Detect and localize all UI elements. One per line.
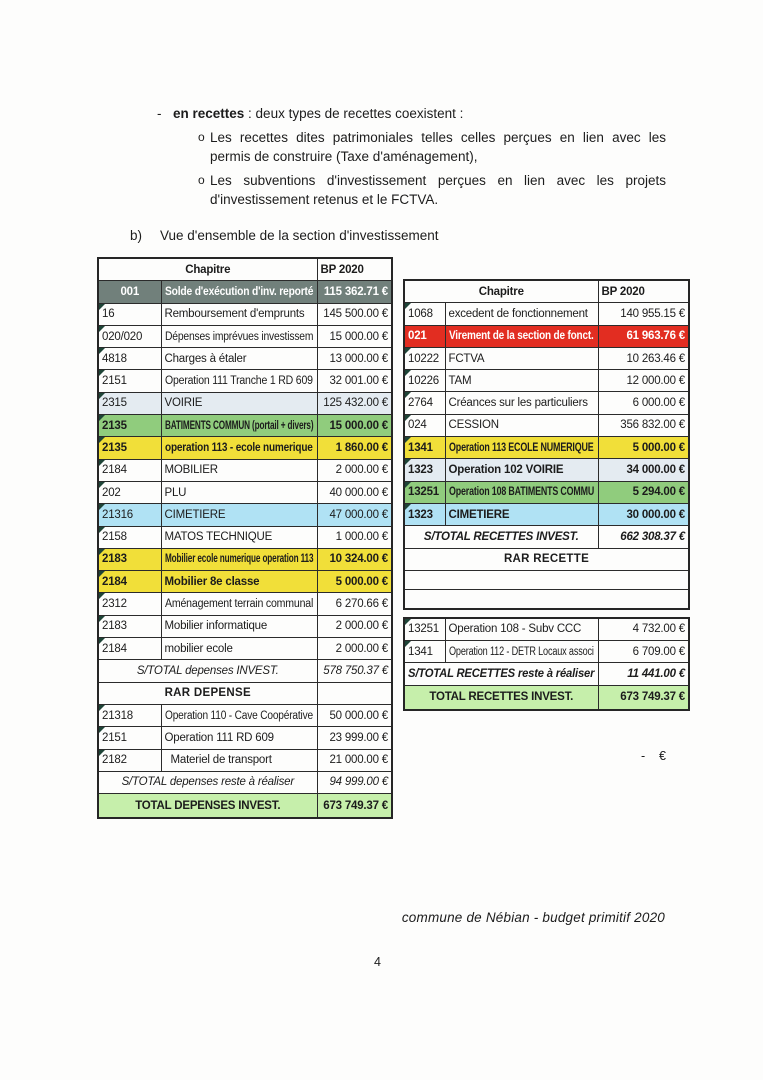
table-row: [404, 303, 689, 325]
chapitre-code: [98, 481, 161, 503]
chapitre-code: [98, 571, 161, 593]
table-row: [404, 503, 689, 525]
chapitre-code: [404, 618, 445, 641]
chapitre-code-text: 21316: [102, 508, 133, 521]
chapitre-code-text: 2183: [102, 620, 127, 633]
row-label-text: BATIMENTS COMMUN (portail + divers): [164, 419, 313, 432]
bp-value-text: 1 860.00 €: [335, 442, 388, 454]
row-label: [161, 281, 317, 303]
chapitre-code-text: 2184: [102, 642, 127, 655]
bp-value-text: 125 432.00 €: [323, 397, 388, 410]
subtotal-value: [598, 663, 689, 685]
total-value-text: 673 749.37 €: [323, 799, 388, 812]
total-value: [317, 794, 392, 819]
chapitre-code-text: 2151: [102, 375, 127, 388]
row-label-text: Operation 111 Tranche 1 RD 609: [164, 375, 313, 388]
bp-value: [598, 437, 689, 459]
bp-value: [598, 618, 689, 641]
subtotal-value-text: 662 308.37 €: [620, 530, 685, 543]
total-label: [98, 794, 317, 819]
row-label: [161, 303, 317, 325]
table-row: [404, 459, 689, 481]
row-label-text: mobilier ecole: [164, 642, 233, 655]
bp-value: [317, 749, 392, 771]
bp-value-text: 15 000.00 €: [329, 419, 388, 432]
empty-row-cell: [404, 589, 689, 609]
row-label: [161, 727, 317, 749]
chapitre-code: [98, 370, 161, 392]
row-label-text: Mobilier 8e classe: [164, 575, 260, 588]
bp-value-text: 61 963.76 €: [626, 330, 685, 343]
table-row: [404, 685, 689, 710]
row-label: [161, 370, 317, 392]
table-row: [98, 660, 392, 682]
chapitre-code-text: 21318: [102, 709, 133, 722]
bp-value: [317, 370, 392, 392]
lead-bold-text: en recettes: [173, 106, 245, 121]
bp-value: [598, 392, 689, 414]
bp-value: [598, 414, 689, 436]
chapitre-code-text: 2135: [102, 442, 127, 454]
lead-line: [157, 104, 675, 123]
bp-value-text: 30 000.00 €: [626, 508, 685, 521]
chapitre-code: [404, 414, 445, 436]
chapitre-code-text: 1323: [408, 508, 433, 521]
bp-value: [317, 704, 392, 726]
chapitre-code-text: 2151: [102, 731, 127, 744]
table-row: [98, 526, 392, 548]
row-label-text: Operation 108 BATIMENTS COMMU: [448, 486, 594, 499]
bp-value-text: 50 000.00 €: [329, 709, 388, 722]
chapitre-code-text: 2184: [102, 464, 127, 477]
subtotal-value-text: 11 441.00 €: [627, 668, 685, 681]
chapitre-code: [98, 415, 161, 437]
subtotal-value: [598, 526, 689, 548]
row-label-text: CIMETIERE: [448, 508, 510, 521]
table-row: [98, 504, 392, 526]
row-label-text: Virement de la section de fonct.: [448, 330, 594, 343]
chapitre-code-text: 1341: [408, 441, 433, 454]
section-row-label-text: RAR RECETTE: [503, 553, 590, 566]
bp-value-text: 23 999.00 €: [329, 731, 388, 744]
row-label-text: Mobilier informatique: [164, 620, 268, 633]
table-row: [98, 303, 392, 325]
table-row: [98, 704, 392, 726]
chapitre-code: [404, 503, 445, 525]
total-label: [404, 685, 598, 710]
row-label: [445, 503, 598, 525]
chapitre-code-text: 202: [102, 486, 121, 499]
row-label: [445, 347, 598, 369]
column-header-bp-text: BP 2020: [320, 263, 364, 276]
chapitre-code: [98, 504, 161, 526]
subtotal-label-text: S/TOTAL depenses reste à réaliser: [121, 776, 294, 789]
chapitre-code-text: 10226: [408, 374, 439, 387]
row-label-text: MATOS TECHNIQUE: [164, 531, 273, 544]
table-row: [98, 325, 392, 347]
section-title: Vue d'ensemble de la section d'investissement: [160, 228, 439, 243]
table-row: [98, 481, 392, 503]
chapitre-code: [98, 325, 161, 347]
table-row: [98, 615, 392, 637]
lead-paragraph: [173, 104, 463, 123]
subtotal-label: [98, 771, 317, 793]
row-label: [445, 392, 598, 414]
chapitre-code: [98, 615, 161, 637]
subtotal-label-text: S/TOTAL depenses INVEST.: [136, 664, 279, 677]
bp-value-text: 2 000.00 €: [335, 642, 388, 655]
table-row: [404, 414, 689, 436]
chapitre-code-text: 2183: [102, 553, 127, 566]
row-label-text: excedent de fonctionnement: [448, 307, 588, 320]
row-label: [161, 704, 317, 726]
chapitre-code-text: 4818: [102, 352, 127, 365]
table-row: [98, 794, 392, 819]
dash-euro-note: - €: [641, 749, 667, 763]
row-label-text: CESSION: [448, 419, 499, 432]
table-row: [98, 638, 392, 660]
bp-value: [598, 641, 689, 663]
empty-value-cell: [317, 682, 392, 704]
subtotal-label: [404, 663, 598, 685]
row-label-text: Operation 113 ECOLE NUMERIQUE: [448, 441, 594, 454]
table-row: [404, 347, 689, 369]
bp-value-text: 356 832.00 €: [620, 419, 685, 432]
chapitre-code-text: 024: [408, 419, 427, 432]
bp-value: [317, 548, 392, 570]
total-label-text: TOTAL RECETTES INVEST.: [429, 691, 574, 704]
bullet-item: [198, 128, 675, 166]
bp-value: [598, 459, 689, 481]
chapitre-code: [98, 392, 161, 414]
subtotal-value-text: 578 750.37 €: [323, 664, 388, 677]
table-row: [404, 570, 689, 589]
bp-value-text: 2 000.00 €: [335, 620, 388, 633]
depenses-table: [97, 257, 393, 819]
row-label: [161, 415, 317, 437]
row-label-text: Remboursement d'emprunts: [164, 308, 305, 321]
row-label-text: PLU: [164, 486, 187, 499]
chapitre-code-text: 13251: [408, 486, 439, 499]
column-header-chapitre: [404, 280, 598, 303]
table-row: [98, 771, 392, 793]
total-value-text: 673 749.37 €: [620, 691, 685, 704]
bp-value: [317, 571, 392, 593]
row-label-text: Charges à étaler: [164, 352, 247, 365]
circle-bullet-icon: o: [198, 130, 205, 144]
section-heading: [130, 226, 675, 245]
chapitre-code: [404, 437, 445, 459]
document-footer-title: commune de Nébian - budget primitif 2020: [401, 910, 665, 925]
table-row: [404, 663, 689, 685]
row-label: [445, 459, 598, 481]
chapitre-code: [404, 459, 445, 481]
bp-value-text: 145 500.00 €: [323, 308, 388, 321]
chapitre-code-text: 1341: [408, 645, 433, 658]
bp-value: [317, 638, 392, 660]
chapitre-code: [98, 348, 161, 370]
page-number: 4: [374, 955, 381, 969]
row-label: [161, 638, 317, 660]
chapitre-code: [404, 303, 445, 325]
row-label-text: Operation 102 VOIRIE: [448, 464, 564, 476]
table-row: [98, 548, 392, 570]
row-label: [161, 526, 317, 548]
table-row: [404, 325, 689, 347]
bp-value: [598, 481, 689, 503]
bp-value-text: 47 000.00 €: [329, 508, 388, 521]
table-row: [98, 281, 392, 303]
row-label: [445, 437, 598, 459]
bp-value: [317, 481, 392, 503]
chapitre-code-text: 001: [120, 285, 140, 298]
table-row: [98, 437, 392, 459]
bp-value: [317, 392, 392, 414]
bp-value: [317, 615, 392, 637]
row-label: [161, 615, 317, 637]
subtotal-label-text: S/TOTAL RECETTES reste à réaliser: [408, 668, 595, 681]
chapitre-code-text: 1068: [408, 307, 433, 320]
row-label: [161, 593, 317, 615]
bp-value: [598, 325, 689, 347]
bp-value: [317, 504, 392, 526]
bp-value: [598, 347, 689, 369]
chapitre-code: [98, 638, 161, 660]
bp-value: [317, 281, 392, 303]
row-label: [445, 370, 598, 392]
row-label-text: Dépenses imprévues investissem: [164, 330, 313, 343]
bp-value-text: 140 955.15 €: [620, 307, 685, 320]
bp-value: [317, 437, 392, 459]
table-row: [98, 571, 392, 593]
row-label: [445, 325, 598, 347]
dash-bullet: -: [157, 106, 162, 121]
row-label-text: Operation 111 RD 609: [164, 731, 274, 744]
recettes-table: [403, 279, 690, 711]
bp-value-text: 15 000.00 €: [329, 330, 388, 343]
bp-value-text: 5 000.00 €: [632, 441, 685, 454]
section-row-label: [404, 548, 689, 570]
column-header-chapitre-text: Chapitre: [185, 263, 231, 276]
chapitre-code-text: 2764: [408, 397, 433, 410]
chapitre-code: [404, 325, 445, 347]
row-label: [161, 437, 317, 459]
chapitre-code: [98, 593, 161, 615]
column-header-chapitre-text: Chapitre: [478, 285, 524, 298]
row-label: [161, 392, 317, 414]
row-label-text: Créances sur les particuliers: [448, 397, 588, 410]
table-row: [404, 526, 689, 548]
section-row-label: [98, 682, 317, 704]
row-label: [161, 481, 317, 503]
chapitre-code: [98, 281, 161, 303]
table-row: [404, 641, 689, 663]
bp-value-text: 10 263.46 €: [626, 352, 685, 365]
chapitre-code-text: 2182: [102, 754, 127, 767]
subtotal-value: [317, 771, 392, 793]
bp-value-text: 13 000.00 €: [329, 352, 388, 365]
row-label-text: Aménagement terrain communal: [164, 598, 313, 611]
bp-value-text: 10 324.00 €: [329, 553, 388, 566]
table-row: [98, 727, 392, 749]
bp-value-text: 40 000.00 €: [329, 486, 388, 499]
row-label-text: VOIRIE: [164, 397, 203, 410]
row-label-text: Solde d'exécution d'inv. reporté: [164, 285, 313, 298]
row-label: [161, 459, 317, 481]
bp-value-text: 32 001.00 €: [329, 375, 388, 388]
bp-value: [317, 526, 392, 548]
table-row: [98, 392, 392, 414]
column-header-bp: [317, 258, 392, 281]
chapitre-code: [98, 526, 161, 548]
bullet-text: Les recettes dites patrimoniales telles celles perçues en lien avec les permis de construire (Taxe d'aménagement),: [210, 130, 666, 164]
chapitre-code: [98, 749, 161, 771]
chapitre-code: [404, 641, 445, 663]
lead-rest-text: : deux types de recettes coexistent :: [244, 106, 464, 121]
table-row: [98, 749, 392, 771]
row-label-text: MOBILIER: [164, 464, 218, 477]
total-label-text: TOTAL DEPENSES INVEST.: [135, 799, 281, 812]
row-label-text: CIMETIERE: [164, 508, 226, 521]
bp-value: [598, 503, 689, 525]
bp-value: [317, 593, 392, 615]
chapitre-code: [98, 727, 161, 749]
chapitre-code: [98, 303, 161, 325]
bp-value: [317, 325, 392, 347]
table-row: [404, 548, 689, 570]
total-value: [598, 685, 689, 710]
row-label: [161, 348, 317, 370]
table-row: [98, 258, 392, 281]
row-label: [445, 641, 598, 663]
subtotal-label: [404, 526, 598, 548]
row-label: [445, 414, 598, 436]
bp-value: [317, 303, 392, 325]
chapitre-code-text: 13251: [408, 623, 439, 636]
chapitre-code-text: 2184: [102, 575, 127, 588]
bp-value-text: 1 000.00 €: [335, 531, 388, 544]
bp-value-text: 4 732.00 €: [632, 623, 685, 636]
row-label: [161, 325, 317, 347]
column-header-chapitre: [98, 258, 317, 281]
table-row: [404, 280, 689, 303]
row-label-text: operation 113 - ecole numerique: [164, 442, 313, 454]
chapitre-code-text: 2135: [102, 419, 127, 432]
column-header-bp-text: BP 2020: [601, 285, 645, 298]
bp-value-text: 34 000.00 €: [626, 464, 685, 476]
chapitre-code-text: 16: [102, 308, 115, 321]
chapitre-code-text: 1323: [408, 464, 433, 476]
section-label: b): [130, 228, 143, 243]
bp-value: [598, 303, 689, 325]
table-row: [98, 459, 392, 481]
row-label: [445, 618, 598, 641]
bp-value-text: 5 000.00 €: [335, 575, 388, 588]
bp-value-text: 6 000.00 €: [632, 397, 685, 410]
bp-value-text: 6 270.66 €: [335, 598, 388, 611]
row-label-text: Materiel de transport: [164, 754, 272, 767]
bullet-text: Les subventions d'investissement perçues en lien avec les projets d'investissement retenus et le FCTVA.: [210, 173, 666, 207]
table-row: [404, 481, 689, 503]
bp-value-text: 21 000.00 €: [329, 754, 388, 767]
row-label-text: TAM: [448, 374, 472, 387]
bp-value-text: 2 000.00 €: [335, 464, 388, 477]
intro-section: [130, 104, 675, 245]
chapitre-code: [404, 392, 445, 414]
table-row: [404, 618, 689, 641]
row-label: [161, 749, 317, 771]
bp-value-text: 115 362.71 €: [323, 285, 388, 298]
row-label-text: Operation 108 - Subv CCC: [448, 623, 582, 636]
subtotal-label: [98, 660, 317, 682]
chapitre-code: [98, 704, 161, 726]
row-label: [445, 481, 598, 503]
chapitre-code: [404, 347, 445, 369]
table-row: [98, 370, 392, 392]
bp-value: [317, 727, 392, 749]
bullet-item: [198, 171, 675, 209]
column-header-bp: [598, 280, 689, 303]
table-row: [404, 392, 689, 414]
subtotal-value: [317, 660, 392, 682]
row-label-text: Operation 112 - DETR Locaux associ: [448, 645, 594, 658]
subtotal-value-text: 94 999.00 €: [329, 776, 388, 789]
row-label-text: Operation 110 - Cave Coopérative: [164, 709, 313, 722]
row-label: [445, 303, 598, 325]
row-label: [161, 504, 317, 526]
table-row: [98, 593, 392, 615]
chapitre-code-text: 2315: [102, 397, 127, 410]
subtotal-label-text: S/TOTAL RECETTES INVEST.: [423, 530, 579, 543]
chapitre-code-text: 2312: [102, 598, 127, 611]
bp-value: [317, 348, 392, 370]
bp-value: [317, 415, 392, 437]
chapitre-code: [404, 370, 445, 392]
table-row: [404, 437, 689, 459]
bp-value: [598, 370, 689, 392]
chapitre-code: [98, 548, 161, 570]
chapitre-code: [404, 481, 445, 503]
row-label-text: Mobilier ecole numerique operation 113: [164, 553, 313, 566]
chapitre-code-text: 020/020: [102, 330, 143, 343]
chapitre-code: [98, 459, 161, 481]
chapitre-code-text: 10222: [408, 352, 439, 365]
empty-row-cell: [404, 570, 689, 589]
bp-value-text: 5 294.00 €: [632, 486, 685, 499]
section-row-label-text: RAR DEPENSE: [164, 687, 251, 700]
table-row: [98, 682, 392, 704]
bp-value: [317, 459, 392, 481]
row-label: [161, 571, 317, 593]
table-row: [404, 589, 689, 609]
table-row: [98, 415, 392, 437]
bp-value-text: 6 709.00 €: [632, 645, 685, 658]
table-row: [404, 370, 689, 392]
table-row: [98, 348, 392, 370]
chapitre-code-text: 021: [408, 330, 427, 343]
bp-value-text: 12 000.00 €: [626, 374, 685, 387]
row-label: [161, 548, 317, 570]
circle-bullet-icon: o: [198, 173, 205, 187]
chapitre-code: [98, 437, 161, 459]
chapitre-code-text: 2158: [102, 531, 127, 544]
row-label-text: FCTVA: [448, 352, 485, 365]
